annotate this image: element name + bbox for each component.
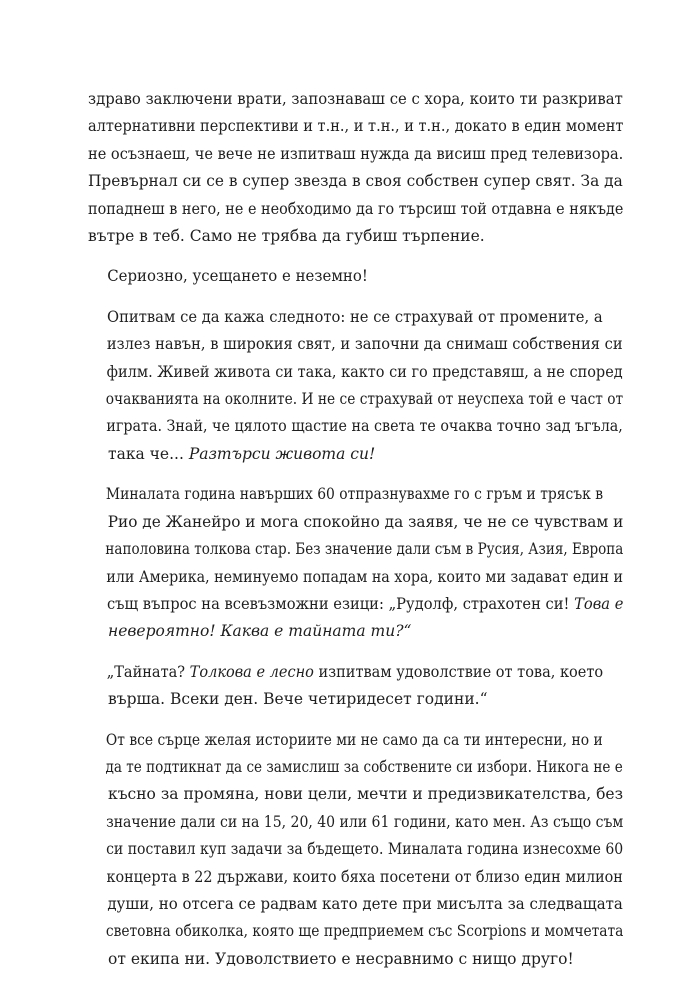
- text-line: [88, 946, 623, 973]
- text-run: така че...: [108, 444, 189, 463]
- text-run: Сериозно, усещането е неземно!: [107, 267, 368, 286]
- text-line: [88, 809, 624, 836]
- text-run: световна обиколка, която ще предприемем със Scorpions и момчетата: [105, 922, 624, 941]
- text-run: да те подтикнат да се замислиш за собствените си избори. Никога не е: [105, 757, 623, 776]
- paragraph: [88, 263, 623, 290]
- text-run: излез навън, в широкия свят, и започни да снимаш собствения си: [106, 335, 623, 354]
- text-run: същ въпрос на всевъзможни езици: „Рудолф, страхотен си!: [106, 594, 575, 613]
- text-run: филм. Живей живота си така, както си го представяш, а не според: [106, 362, 623, 381]
- text-line: [88, 618, 623, 645]
- text-line: [88, 113, 624, 140]
- text-run: попаднеш в него, не е необходимо да го търсиш той отдавна е някъде: [88, 199, 624, 218]
- text-run: значение дали си на 15, 20, 40 или 61 години, като мен. Аз също съм: [106, 812, 624, 831]
- text-run: здраво заключени врати, запознаваш се с хора, които ти разкриват: [88, 90, 623, 108]
- text-run: не осъзнаеш, че вече не изпитваш нужда да висиш пред телевизора.: [88, 144, 624, 163]
- text-line: [88, 754, 623, 781]
- text-line: [88, 781, 623, 808]
- text-line: [88, 481, 604, 508]
- text-line: [88, 659, 604, 686]
- text-run: концерта в 22 държави, които бяха посетени от близо един милион: [106, 867, 623, 886]
- text-line: [88, 591, 624, 618]
- text-run: късно за промяна, нови цели, мечти и предизвикателства, без: [108, 785, 624, 804]
- text-line: [88, 864, 623, 891]
- text-line: [88, 359, 623, 386]
- text-run: Опитвам се да кажа следното: не се страхувай от промените, а: [107, 307, 603, 326]
- text-line: [88, 304, 603, 331]
- text-line: [88, 836, 624, 863]
- text-run: „Тайната?: [106, 662, 190, 681]
- paragraph: [88, 481, 623, 645]
- text-line: [88, 441, 623, 468]
- text-run: вътре в теб. Само не трябва да губиш търпение.: [88, 227, 485, 246]
- text-line: [88, 223, 623, 250]
- text-line: [88, 918, 624, 945]
- body-text: [88, 86, 623, 986]
- text-line: [88, 413, 623, 440]
- text-run: Рио де Жанейро и мога спокойно да заявя, че не се чувствам и: [107, 512, 624, 531]
- text-run: очакванията на околните. И не се страхувай от неуспеха той е част от: [105, 390, 624, 409]
- text-line: [88, 263, 603, 290]
- text-run: върша. Всеки ден. Вече четиридесет години.“: [108, 690, 488, 709]
- text-line: [88, 686, 623, 713]
- text-line: [88, 386, 624, 413]
- text-line: [88, 86, 623, 113]
- text-run: души, но отсега се радвам като дете при мисълта за следващата: [107, 894, 623, 913]
- paragraph: [88, 304, 623, 468]
- italic-text: Толкова е лесно: [189, 662, 314, 681]
- text-line: [88, 509, 624, 536]
- italic-text: невероятно! Каква е тайната ти?“: [108, 622, 412, 641]
- text-line: [88, 564, 623, 591]
- text-run: От все сърце желая историите ми не само да са ти интересни, но и: [105, 730, 603, 749]
- italic-text: Това е: [574, 594, 624, 613]
- italic-text: Разтърси живота си!: [188, 444, 376, 463]
- text-run: от екипа ни. Удоволствието е несравнимо с нищо друго!: [108, 949, 574, 968]
- text-run: изпитвам удоволствие от това, което: [313, 662, 604, 681]
- text-line: [88, 168, 623, 195]
- text-run: Превърнал си се в супер звезда в своя собствен супер свят. За да: [88, 172, 623, 191]
- text-line: [88, 196, 624, 223]
- text-run: играта. Знай, че цялото щастие на света те очаква точно зад ъгъла,: [106, 417, 623, 436]
- text-line: [88, 891, 623, 918]
- text-line: [88, 141, 624, 168]
- text-run: си поставил куп задачи за бъдещето. Миналата година изнесохме 60: [106, 840, 624, 859]
- text-run: Миналата година навърших 60 отпразнувахме го с гръм и трясък в: [105, 485, 604, 504]
- paragraph: [88, 727, 623, 974]
- text-line: [88, 536, 624, 563]
- paragraph: [88, 86, 623, 250]
- text-run: наполовина толкова стар. Без значение дали съм в Русия, Азия, Европа: [105, 540, 624, 559]
- text-run: алтернативни перспективи и т.н., и т.н., и т.н., докато в един момент: [88, 117, 624, 136]
- text-run: или Америка, неминуемо попадам на хора, които ми задават един и: [106, 567, 623, 586]
- text-line: [88, 331, 623, 358]
- paragraph: [88, 659, 623, 714]
- text-line: [88, 727, 603, 754]
